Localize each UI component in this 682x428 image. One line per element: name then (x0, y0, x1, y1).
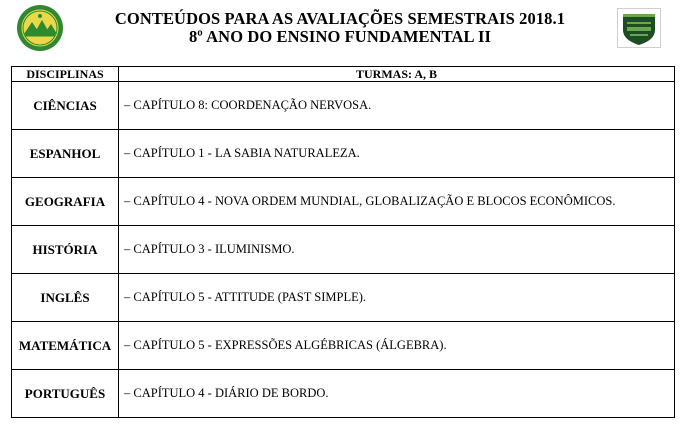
subject-cell: INGLÊS (12, 274, 119, 322)
table-row (12, 82, 675, 130)
subject-cell: HISTÓRIA (12, 226, 119, 274)
table-row (12, 130, 675, 178)
content-cell: – CAPÍTULO 3 - ILUMINISMO. (119, 226, 675, 274)
table-row (12, 178, 675, 226)
subject-cell: GEOGRAFIA (12, 178, 119, 226)
table-header-row (12, 67, 675, 82)
subjects-table (11, 66, 675, 418)
subject-cell: PORTUGUÊS (12, 370, 119, 418)
document-header (0, 0, 682, 62)
content-cell: – CAPÍTULO 1 - LA SABIA NATURALEZA. (119, 130, 675, 178)
subject-cell: MATEMÁTICA (12, 322, 119, 370)
table-row (12, 370, 675, 418)
content-cell: – CAPÍTULO 4 - DIÁRIO DE BORDO. (119, 370, 675, 418)
shield-emblem-logo (617, 8, 661, 48)
header-turmas: TURMAS: A, B (119, 67, 675, 82)
school-seal-logo (16, 4, 64, 52)
content-cell: – CAPÍTULO 8: COORDENAÇÃO NERVOSA. (119, 82, 675, 130)
subject-cell: CIÊNCIAS (12, 82, 119, 130)
document-subtitle: 8º ANO DO ENSINO FUNDAMENTAL II (188, 27, 492, 46)
document-title: CONTEÚDOS PARA AS AVALIAÇÕES SEMESTRAIS 2018.1 (114, 9, 566, 28)
table-row (12, 322, 675, 370)
content-cell: – CAPÍTULO 5 - ATTITUDE (PAST SIMPLE). (119, 274, 675, 322)
header-disciplinas: DISCIPLINAS (12, 67, 119, 82)
content-cell: – CAPÍTULO 5 - EXPRESSÕES ALGÉBRICAS (ÁLGEBRA). (119, 322, 675, 370)
content-cell: – CAPÍTULO 4 - NOVA ORDEM MUNDIAL, GLOBALIZAÇÃO E BLOCOS ECONÔMICOS. (119, 178, 675, 226)
subject-cell: ESPANHOL (12, 130, 119, 178)
table-row (12, 274, 675, 322)
table-row (12, 226, 675, 274)
